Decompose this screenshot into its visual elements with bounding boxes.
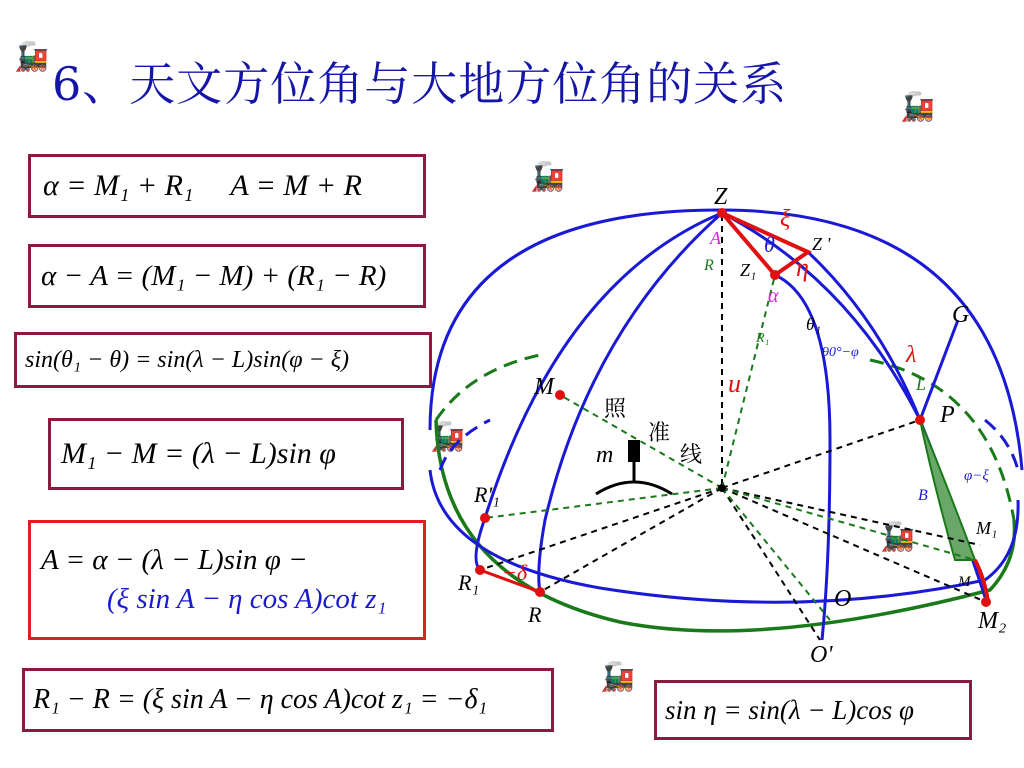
label-M2: M₂ [978, 608, 1007, 634]
label-delta: −δ [502, 560, 528, 585]
label-G: G [952, 302, 970, 328]
label-Z: Z [714, 184, 728, 210]
label-xian: 线 [680, 442, 703, 467]
formula-7: sin η = sin(λ − L)cos φ [665, 694, 914, 725]
meridian-Zp-P [808, 252, 920, 420]
label-lambda: λ [906, 342, 917, 368]
label-eta: η [796, 253, 809, 282]
label-Op: O' [810, 642, 833, 668]
shaded-triangle [920, 420, 975, 560]
label-M1: M₁ [976, 518, 998, 538]
interior-green-dashed-lines [485, 275, 975, 620]
label-M-top: M [534, 374, 554, 400]
label-R1: R₁ [458, 570, 480, 595]
page-title: 6、天文方位角与大地方位角的关系 [52, 57, 788, 111]
formula-2: α − A = (M₁ − M) + (R₁ − R) [41, 259, 387, 292]
label-zhun: 准 [648, 420, 671, 445]
label-B: B [918, 487, 928, 504]
label-m: m [596, 442, 614, 468]
formula-1: α = M₁ + R₁ A = M + R [43, 169, 362, 202]
formula-5-line1: A = α − (λ − L)sin φ − [41, 544, 308, 576]
sphere-center [718, 484, 726, 492]
label-Z1: Z₁ [740, 260, 757, 280]
label-P: P [940, 402, 955, 428]
label-R1-green: R₁ [756, 331, 770, 346]
label-R-green: R [704, 257, 714, 274]
formula-6: R₁ − R = (ξ sin A − η cos A)cot z₁ = −δ₁ [33, 684, 488, 715]
label-zhao: 照 [604, 396, 627, 421]
label-phi-minus-xi: φ−ξ [964, 468, 989, 484]
formula-3: sin(θ₁ − θ) = sin(λ − L)sin(φ − ξ) [25, 346, 349, 373]
label-O: O [834, 586, 852, 612]
label-R-bottom: R [528, 602, 542, 627]
blue-ellipse-back-right [985, 420, 1018, 470]
blue-ellipse-back-left [440, 420, 490, 470]
label-A: A [710, 228, 721, 248]
meridian-Z-M-R [476, 213, 722, 570]
label-L: L [916, 374, 927, 394]
label-u: u [728, 369, 741, 398]
label-ninety-minus-phi: 90°−φ [822, 345, 859, 360]
label-theta1: θ₁ [806, 314, 822, 334]
interior-dashed-lines [480, 215, 986, 640]
label-Zp: Z ' [812, 234, 831, 254]
label-M-small: M [958, 574, 971, 590]
label-theta: θ [764, 232, 775, 257]
label-alpha: α [768, 285, 779, 307]
label-Rp1: R'₁ [474, 482, 500, 507]
formula-5-line2: (ξ sin A − η cos A)cot z₁ [107, 583, 387, 615]
formula-4: M₁ − M = (λ − L)sin φ [61, 437, 336, 470]
label-xi: ξ [780, 206, 791, 232]
